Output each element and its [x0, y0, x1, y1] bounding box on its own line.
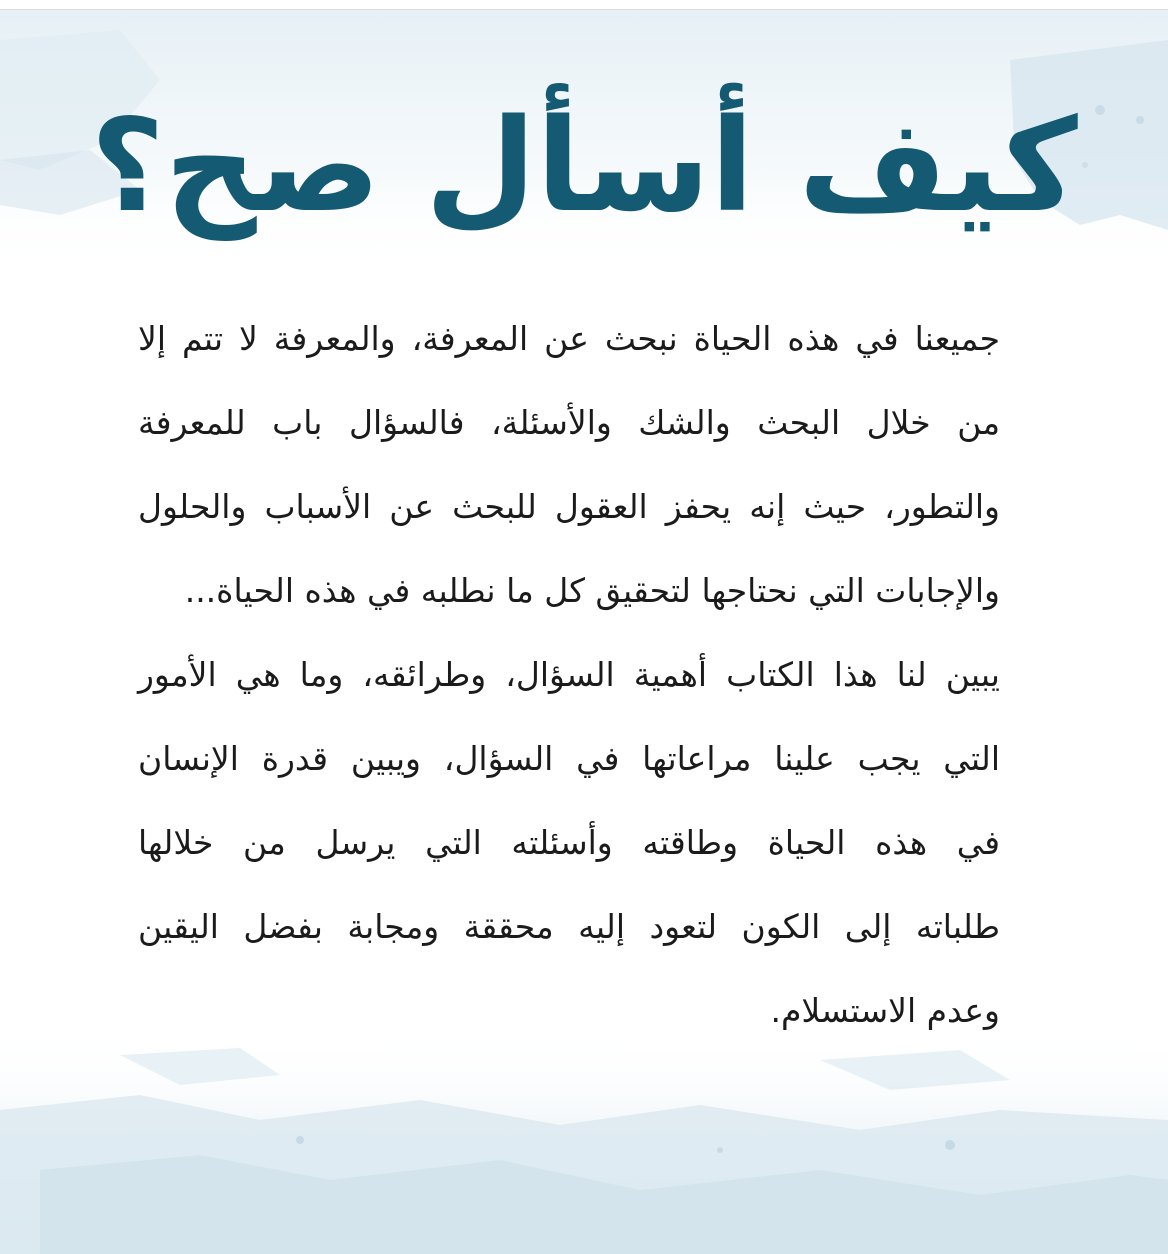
page-title: كيف أسأل صح؟: [90, 92, 1078, 241]
paragraph-line: التي يجب علينا مراعاتها في السؤال، ويبين قدرة الإنسان: [138, 739, 1000, 778]
paragraph-line: من خلال البحث والشك والأسئلة، فالسؤال باب للمعرفة: [138, 403, 1000, 442]
paragraph-line: يبين لنا هذا الكتاب أهمية السؤال، وطرائقه، وما هي الأمور: [138, 655, 1000, 694]
paragraph-line: والإجابات التي نحتاجها لتحقيق كل ما نطلبه في هذه الحياة...: [184, 571, 1000, 610]
paragraph-line: في هذه الحياة وطاقته وأسئلته التي يرسل من خلالها: [138, 823, 1000, 862]
paragraph-line: وعدم الاستسلام.: [770, 991, 1000, 1030]
paragraph-line: طلباته إلى الكون لتعود إليه محققة ومجابة بفضل اليقين: [138, 907, 1000, 946]
paragraph-line: والتطور، حيث إنه يحفز العقول للبحث عن الأسباب والحلول: [138, 487, 1000, 526]
paragraph-line: جميعنا في هذه الحياة نبحث عن المعرفة، والمعرفة لا تتم إلا: [138, 319, 1000, 358]
book-description: [138, 297, 1000, 1053]
